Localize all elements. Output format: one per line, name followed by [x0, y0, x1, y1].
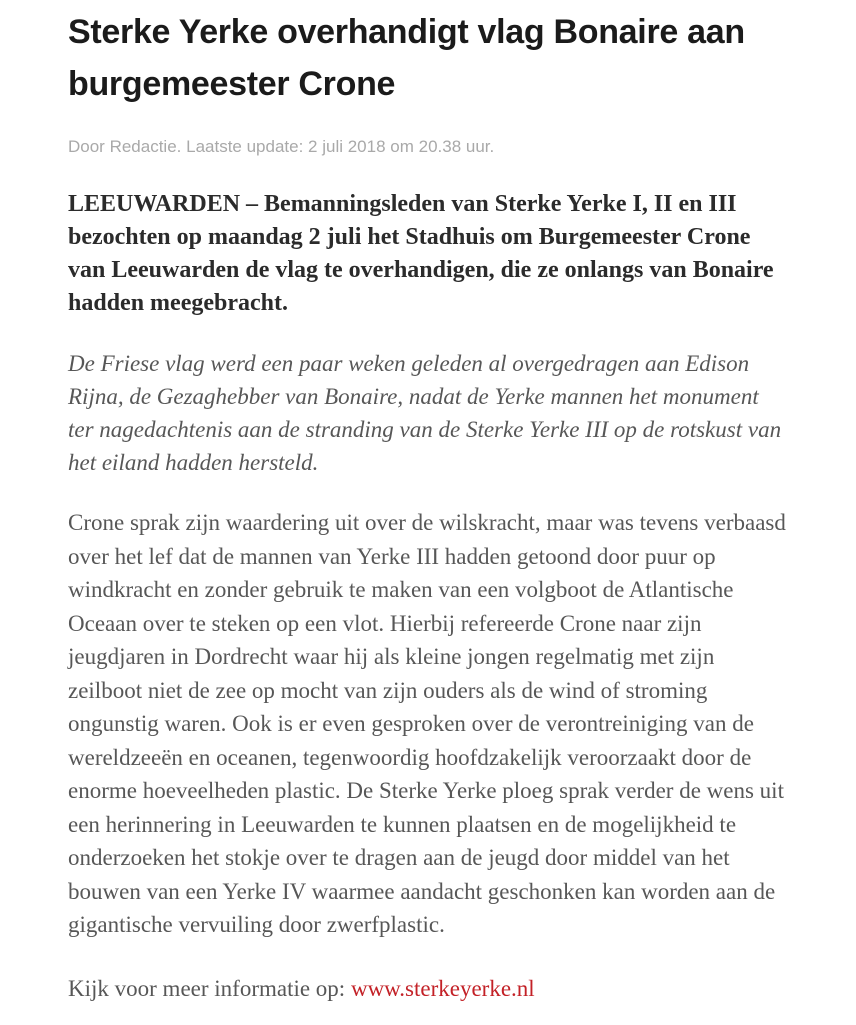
footer-info-text: Kijk voor meer informatie op: — [68, 975, 351, 1001]
article-body-paragraph: Crone sprak zijn waardering uit over de wilskracht, maar was tevens verbaasd over het lef dat de mannen van Yerke III hadden getoond door puur op windkracht en zonder gebruik te maken van een volgboot de Atlantische Oceaan over te steken op een vlot. Hierbij refereerde Crone naar zijn jeugdjaren in Dordrecht waar hij als kleine jongen regelmatig met zijn zeilboot niet de zee op mocht van zijn ouders als de wind of stroming ongunstig waren. Ook is er even gesproken over de verontreiniging van de wereldzeeën en oceanen, tegenwoordig hoofdzakelijk veroorzaakt door de enorme hoeveelheden plastic. De Sterke Yerke ploeg sprak verder de wens uit een herinnering in Leeuwarden te kunnen plaatsen en de mogelijkheid te onderzoeken het stokje over te dragen aan de jeugd door middel van het bouwen van een Yerke IV waarmee aandacht geschonken kan worden aan de gigantische vervuiling door zwerfplastic. — [68, 510, 786, 937]
article-footer-line — [68, 972, 792, 1005]
article-byline: Door Redactie. Laatste update: 2 juli 2018 om 20.38 uur. — [68, 137, 495, 156]
sterkeyerke-website-link[interactable]: www.sterkeyerke.nl — [350, 975, 535, 1001]
article-lead-paragraph: LEEUWARDEN – Bemanningsleden van Sterke Yerke I, II en III bezochten op maandag 2 juli het Stadhuis om Burgemeester Crone van Leeuwarden de vlag te overhandigen, die ze onlangs van Bonaire hadden meegebracht. — [68, 191, 774, 316]
article-title: Sterke Yerke overhandigt vlag Bonaire aan burgemeester Crone — [68, 13, 745, 103]
article-intro-italic-paragraph: De Friese vlag werd een paar weken geleden al overgedragen aan Edison Rijna, de Gezaghebber van Bonaire, nadat de Yerke mannen het monument ter nagedachtenis aan de stranding van de Sterke Yerke III op de rotskust van het eiland hadden hersteld. — [68, 351, 782, 475]
